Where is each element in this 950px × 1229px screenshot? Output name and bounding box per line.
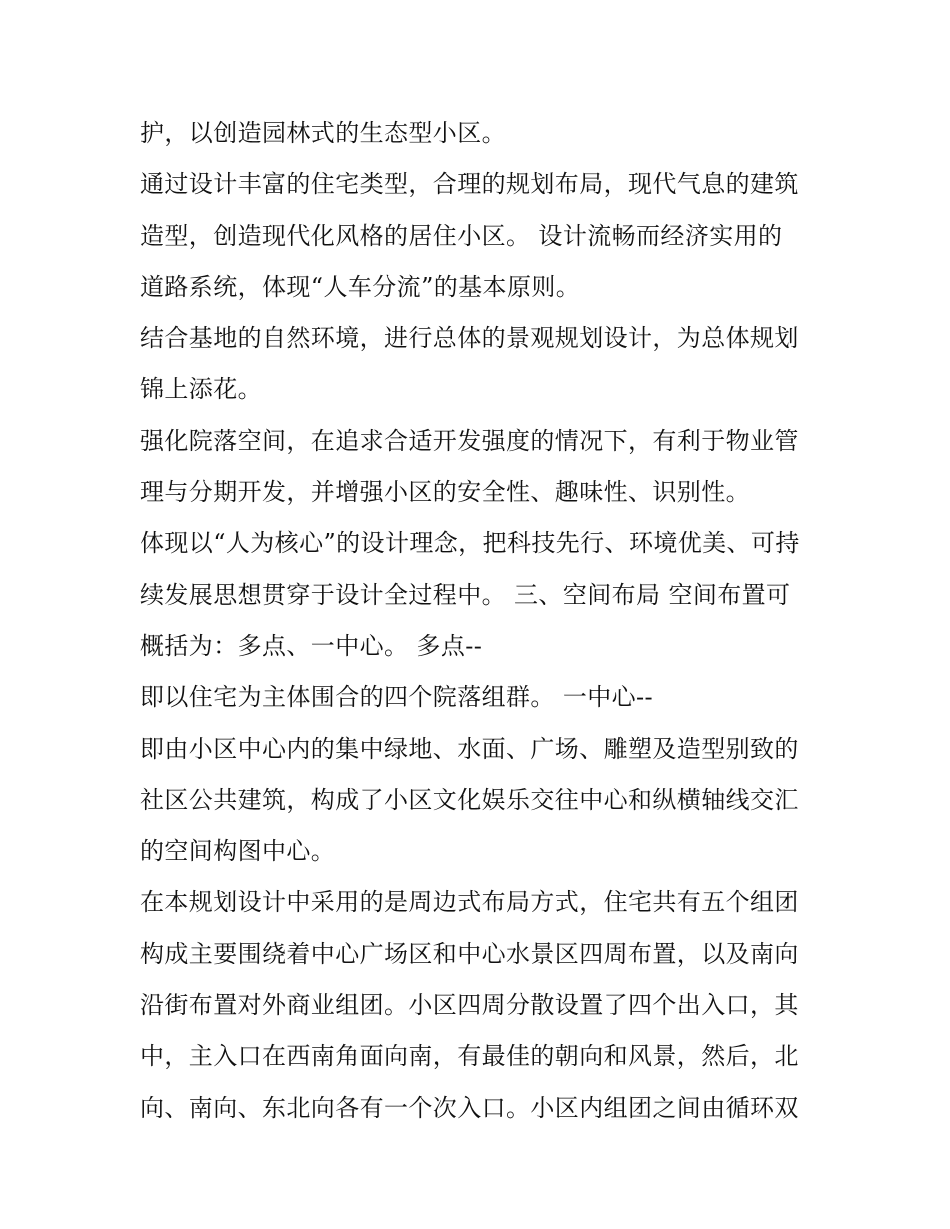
body-text: [140, 108, 820, 1134]
text-line-1: 护，以创造园林式的生态型小区。: [140, 119, 506, 147]
text-line-5: 结合基地的自然环境，进行总体的景观规划设计，为总体规划: [140, 324, 799, 353]
text-line-12: 即以住宅为主体围合的四个院落组群。 一中心--: [140, 683, 654, 712]
text-line-20: 向、南向、东北向各有一个次入口。小区内组团之间由循环双: [140, 1093, 799, 1122]
text-line-4: 道路系统，体现“人车分流”的基本原则。: [140, 272, 581, 301]
text-line-10: 续发展思想贯穿于设计全过程中。 三、空间布局 空间布置可: [140, 580, 791, 609]
text-line-17: 构成主要围绕着中心广场区和中心水景区四周布置，以及南向: [140, 939, 799, 968]
text-line-19: 中，主入口在西南角面向南，有最佳的朝向和风景，然后，北: [140, 1042, 799, 1071]
text-line-7: 强化院落空间，在追求合适开发强度的情况下，有利于物业管: [140, 426, 799, 455]
text-line-13: 即由小区中心内的集中绿地、水面、广场、雕塑及造型别致的: [140, 734, 799, 763]
text-line-8: 理与分期开发，并增强小区的安全性、趣味性、识别性。: [140, 478, 750, 507]
text-line-2: 通过设计丰富的住宅类型，合理的规划布局，现代气息的建筑: [140, 170, 799, 199]
text-line-11: 概括为：多点、一中心。 多点--: [140, 631, 483, 660]
text-line-16: 在本规划设计中采用的是周边式布局方式，住宅共有五个组团: [140, 888, 799, 917]
text-line-14: 社区公共建筑，构成了小区文化娱乐交往中心和纵横轴线交汇: [140, 785, 799, 814]
text-line-3: 造型，创造现代化风格的居住小区。 设计流畅而经济实用的: [140, 221, 783, 250]
text-line-18: 沿街布置对外商业组团。小区四周分散设置了四个出入口，其: [140, 991, 799, 1020]
text-line-6: 锦上添花。: [140, 375, 262, 404]
text-line-15: 的空间构图中心。: [140, 837, 336, 866]
text-line-9: 体现以“人为核心”的设计理念，把科技先行、环境优美、可持: [140, 529, 800, 558]
